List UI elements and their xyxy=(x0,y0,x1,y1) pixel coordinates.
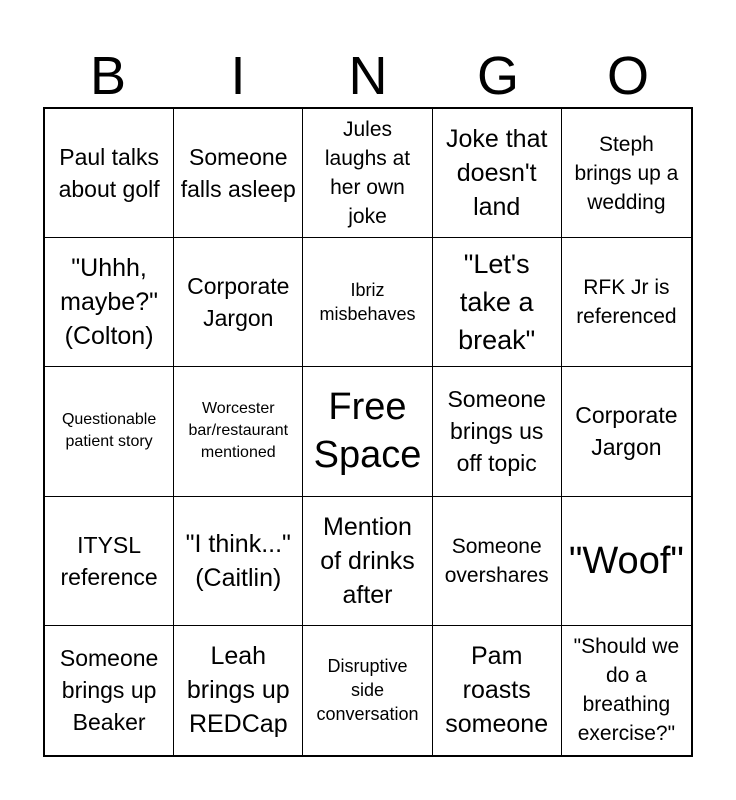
bingo-cell[interactable] xyxy=(562,238,691,367)
bingo-cell[interactable] xyxy=(303,626,432,755)
cell-text: Someone falls asleep xyxy=(180,144,296,203)
bingo-cell[interactable] xyxy=(45,497,174,626)
cell-text: "Woof" xyxy=(568,539,684,582)
header-letter-b: B xyxy=(89,46,127,106)
cell-text: RFK Jr is referenced xyxy=(576,276,677,329)
bingo-cell[interactable] xyxy=(433,238,562,367)
header-letter-n: N xyxy=(348,46,388,106)
cell-text: Questionable patient story xyxy=(61,411,157,451)
cell-text: "I think..." (Caitlin) xyxy=(185,529,291,592)
bingo-cell[interactable] xyxy=(303,109,432,238)
cell-text: Paul talks about golf xyxy=(58,144,160,203)
bingo-cell[interactable] xyxy=(562,497,691,626)
bingo-cell[interactable] xyxy=(174,367,303,496)
cell-text: Worcester bar/restaurant mentioned xyxy=(188,400,289,462)
bingo-cell[interactable] xyxy=(174,626,303,755)
cell-text: Someone overshares xyxy=(444,534,549,587)
bingo-cell[interactable] xyxy=(174,109,303,238)
bingo-cell[interactable] xyxy=(433,497,562,626)
header-letter-g: G xyxy=(476,46,519,106)
bingo-cell[interactable] xyxy=(303,367,432,496)
bingo-cell[interactable] xyxy=(433,626,562,755)
bingo-cell[interactable] xyxy=(562,109,691,238)
bingo-card-grid xyxy=(43,107,693,757)
cell-text: Pam roasts someone xyxy=(445,642,549,739)
cell-text: Mention of drinks after xyxy=(320,512,415,609)
bingo-header xyxy=(43,45,693,107)
cell-text: Steph brings up a wedding xyxy=(574,132,679,214)
cell-text: "Uhhh, maybe?" (Colton) xyxy=(60,254,158,351)
cell-text: Someone brings us off topic xyxy=(447,386,546,477)
cell-text: ITYSL reference xyxy=(60,531,158,590)
cell-text: Jules laughs at her own joke xyxy=(324,118,411,229)
bingo-cell[interactable] xyxy=(303,238,432,367)
cell-text: "Should we do a breathing exercise?" xyxy=(573,635,680,746)
bingo-cell[interactable] xyxy=(562,626,691,755)
bingo-cell[interactable] xyxy=(45,626,174,755)
bingo-cell[interactable] xyxy=(45,367,174,496)
cell-text: Someone brings up Beaker xyxy=(59,645,159,736)
bingo-cell[interactable] xyxy=(433,367,562,496)
cell-text: Corporate Jargon xyxy=(575,402,678,461)
bingo-cell[interactable] xyxy=(45,238,174,367)
bingo-cell[interactable] xyxy=(303,497,432,626)
free-space-text: Free Space xyxy=(313,386,422,477)
bingo-cell[interactable] xyxy=(45,109,174,238)
bingo-cell[interactable] xyxy=(174,497,303,626)
cell-text: Joke that doesn't land xyxy=(445,125,548,222)
bingo-cell[interactable] xyxy=(562,367,691,496)
cell-text: Leah brings up REDCap xyxy=(186,642,290,739)
cell-text: Corporate Jargon xyxy=(187,273,290,332)
cell-text: Ibriz misbehaves xyxy=(319,280,416,325)
header-letter-i: I xyxy=(230,46,246,106)
cell-text: "Let's take a break" xyxy=(458,249,536,356)
header-letter-o: O xyxy=(606,46,649,106)
bingo-cell[interactable] xyxy=(174,238,303,367)
bingo-cell[interactable] xyxy=(433,109,562,238)
cell-text: Disruptive side conversation xyxy=(316,656,419,725)
